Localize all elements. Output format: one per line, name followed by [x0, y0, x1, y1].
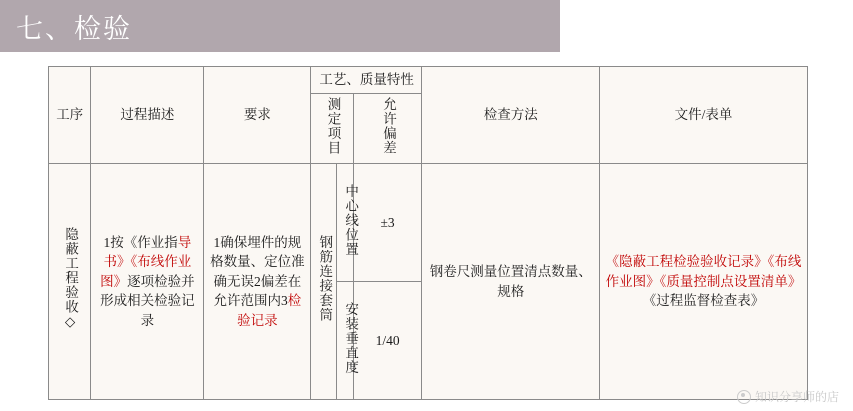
- deviation-2-text: 1/40: [375, 332, 400, 348]
- header-label-document-form: 文件/表单: [674, 107, 733, 123]
- cell-inspection-method-value: [422, 164, 600, 400]
- measure-item-2-text: 安装垂直度: [343, 301, 359, 375]
- measure-item-1-text: 中心线位置: [343, 183, 359, 257]
- cell-document-form-value: [600, 164, 808, 400]
- description-text-part3: 作业图》: [100, 254, 192, 289]
- inspection-table-wrapper: [48, 66, 808, 400]
- header-cell-requirement: [204, 67, 311, 164]
- header-label-description: 过程描述: [120, 107, 175, 123]
- deviation-1-text: ±3: [380, 214, 395, 230]
- description-text-part1: 1按《作业指: [103, 234, 178, 250]
- table-row: [49, 164, 808, 400]
- deviation-subrow-1: [354, 164, 422, 282]
- description-text-part4: 逐项检验并形成相关检验记录: [100, 273, 195, 328]
- user-circle-icon: [737, 390, 751, 404]
- cell-requirement-value: [204, 164, 311, 400]
- table-header-row-1: [49, 67, 808, 94]
- deviation-subrow-2: [354, 282, 422, 400]
- deviation-subtable: [354, 164, 422, 399]
- page-title: 七、检验: [16, 13, 132, 44]
- cell-deviation-1: [354, 164, 422, 282]
- header-label-measure-item: 测定项目: [325, 96, 341, 155]
- requirement-text-part1: 1确保埋件的规格数量、定位准确无误2偏差在允许范围内3: [210, 234, 305, 309]
- header-cell-inspection-method: [422, 67, 600, 164]
- header-cell-craft-quality: [311, 67, 422, 94]
- header-label-craft-quality: 工艺、质量特性: [319, 72, 414, 87]
- watermark-label: 知识分享师的店: [754, 390, 839, 404]
- section-header-band: [0, 0, 560, 52]
- header-label-process: 工序: [56, 107, 84, 123]
- watermark: [737, 388, 839, 405]
- cell-measure-item-group: [311, 164, 359, 400]
- header-label-inspection-method: 检查方法: [483, 107, 538, 123]
- header-cell-allow-deviation: [353, 93, 422, 164]
- header-cell-measure-item: [311, 93, 353, 164]
- cell-process-value: [49, 164, 91, 400]
- header-cell-process: [49, 67, 91, 164]
- cell-deviation-2: [354, 282, 422, 400]
- cell-deviation-group: [353, 164, 422, 400]
- document-text-part2: 《过程监督检查表》: [642, 293, 765, 309]
- requirement-text-part2: 检验记录: [237, 293, 302, 328]
- inspection-method-text: 钢卷尺测量位置清点数量、规格: [429, 264, 592, 299]
- inspection-table: [48, 66, 808, 400]
- header-label-requirement: 要求: [243, 107, 271, 123]
- cell-component-name: [311, 164, 336, 399]
- process-value-text: 隐蔽工程验收◇: [63, 226, 79, 331]
- component-name-text: 钢筋连接套筒: [317, 235, 333, 323]
- header-label-allow-deviation: 允许偏差: [381, 96, 397, 155]
- description-text-part2: 导书》《布线: [103, 234, 192, 270]
- header-cell-description: [91, 67, 204, 164]
- header-cell-document-form: [600, 67, 808, 164]
- document-text-part1: 《隐蔽工程检验验收记录》《布线作业图》《质量控制点设置清单》: [605, 254, 802, 289]
- cell-description-value: [91, 164, 204, 400]
